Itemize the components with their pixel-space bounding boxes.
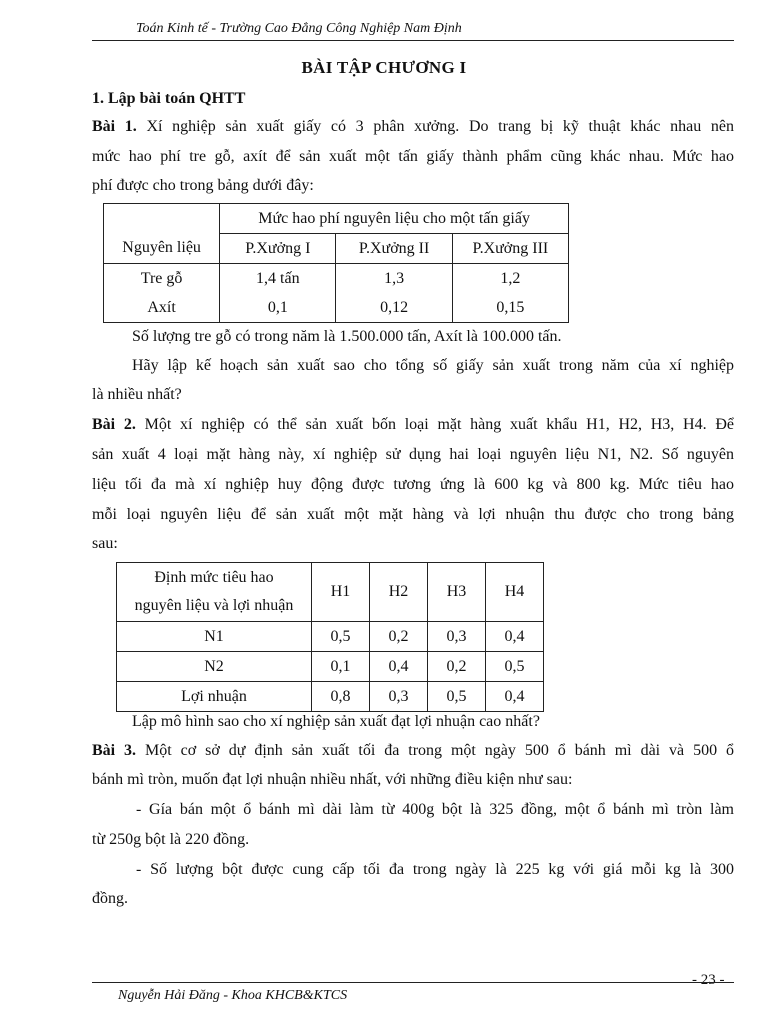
table2-col-header: H2	[370, 563, 428, 622]
table2-cell: 0,4	[486, 622, 544, 652]
table2-col-header: H4	[486, 563, 544, 622]
consumption-profit-table	[116, 562, 544, 712]
table2-cell: 0,2	[370, 622, 428, 652]
bai3-line5: - Số lượng bột được cung cấp tối đa trong ngày là 225 kg với giá mỗi kg là 300	[136, 861, 734, 878]
page-header	[92, 20, 734, 41]
bai1-line1: Bài 1. Xí nghiệp sản xuất giấy có 3 phân xưởng. Do trang bị kỹ thuật khác nhau nên	[92, 118, 735, 135]
bai2-after1: Lập mô hình sao cho xí nghiệp sản xuất đạt lợi nhuận cao nhất?	[132, 713, 540, 730]
table2-col-header: H3	[428, 563, 486, 622]
material-cost-table	[103, 203, 569, 323]
header-text: Toán Kinh tế - Trường Cao Đẳng Công Nghiệp Nam Định	[136, 21, 462, 36]
table1-cell: 0,1	[220, 293, 336, 323]
section-heading: 1. Lập bài toán QHTT	[92, 90, 246, 107]
bai3-label: Bài 3.	[92, 742, 137, 759]
bai3-line3: - Gía bán một ổ bánh mì dài làm từ 400g bột là 325 đồng, một ổ bánh mì tròn làm	[136, 801, 734, 818]
bai2-label: Bài 2.	[92, 416, 136, 433]
table1-cell: 1,4 tấn	[220, 264, 336, 294]
table2-row-name: N1	[117, 622, 312, 652]
bai1-after2: Hãy lập kế hoạch sản xuất sao cho tổng số giấy sản xuất trong năm của xí nghiệp	[132, 357, 734, 374]
table2-header: Định mức tiêu hao nguyên liệu và lợi nhuận	[117, 563, 312, 622]
table1-group-header: Mức hao phí nguyên liệu cho một tấn giấy	[220, 204, 569, 234]
footer-divider	[92, 982, 734, 983]
table1-col-header: P.Xưởng III	[452, 234, 568, 264]
table2-cell: 0,1	[312, 652, 370, 682]
table2-cell: 0,4	[370, 652, 428, 682]
table2-cell: 0,2	[428, 652, 486, 682]
table2-cell: 0,3	[428, 622, 486, 652]
table1-row-header: Nguyên liệu	[104, 234, 220, 264]
bai2-line4: mỗi loại nguyên liệu để sản xuất một mặt hàng và lợi nhuận thu được cho trong bảng	[92, 506, 734, 523]
table1-row-name: Tre gỗ	[104, 264, 220, 294]
table1-cell: 0,12	[336, 293, 452, 323]
table2-row-name: Lợi nhuận	[117, 682, 312, 712]
table1-row-name: Axít	[104, 293, 220, 323]
table2-col-header: H1	[312, 563, 370, 622]
bai1-label: Bài 1.	[92, 118, 137, 135]
bai2-line1: Bài 2. Một xí nghiệp có thể sản xuất bốn loại mặt hàng xuất khẩu H1, H2, H3, H4. Để	[92, 416, 734, 433]
chapter-title: BÀI TẬP CHƯƠNG I	[301, 58, 467, 77]
table1-col-header: P.Xưởng II	[336, 234, 452, 264]
footer-author: Nguyễn Hải Đăng - Khoa KHCB&KTCS	[118, 988, 348, 1003]
page-number: - 23 -	[692, 972, 725, 988]
table2-cell: 0,8	[312, 682, 370, 712]
bai1-line3: phí được cho trong bảng dưới đây:	[92, 177, 314, 194]
bai3-line2: bánh mì tròn, muốn đạt lợi nhuận nhiều nhất, với những điều kiện như sau:	[92, 771, 573, 788]
bai3-line4: từ 250g bột là 220 đồng.	[92, 831, 250, 848]
bai1-line2: mức hao phí tre gỗ, axít để sản xuất một tấn giấy thành phẩm cũng khác nhau. Mức hao	[92, 148, 734, 165]
table1-cell: 1,3	[336, 264, 452, 294]
table2-cell: 0,5	[312, 622, 370, 652]
table2-cell: 0,4	[486, 682, 544, 712]
bai1-after3: là nhiều nhất?	[92, 386, 182, 403]
table1-col-header: P.Xưởng I	[220, 234, 336, 264]
bai1-after1: Số lượng tre gỗ có trong năm là 1.500.000 tấn, Axít là 100.000 tấn.	[132, 328, 562, 345]
bai3-line1: Bài 3. Một cơ sở dự định sản xuất tối đa trong một ngày 500 ổ bánh mì dài và 500 ổ	[92, 742, 735, 759]
table2-cell: 0,5	[428, 682, 486, 712]
bai2-line5: sau:	[92, 535, 118, 552]
table1-corner	[104, 204, 220, 234]
bai2-line2: sản xuất 4 loại mặt hàng này, xí nghiệp sử dụng hai loại nguyên liệu N1, N2. Số nguyên	[92, 446, 734, 463]
table2-cell: 0,3	[370, 682, 428, 712]
table1-cell: 0,15	[452, 293, 568, 323]
table1-cell: 1,2	[452, 264, 568, 294]
bai3-line6: đồng.	[92, 890, 128, 907]
table2-row-name: N2	[117, 652, 312, 682]
bai2-line3: liệu tối đa mà xí nghiệp huy động được tương ứng là 600 kg và 800 kg. Mức tiêu hao	[92, 476, 734, 493]
table2-cell: 0,5	[486, 652, 544, 682]
